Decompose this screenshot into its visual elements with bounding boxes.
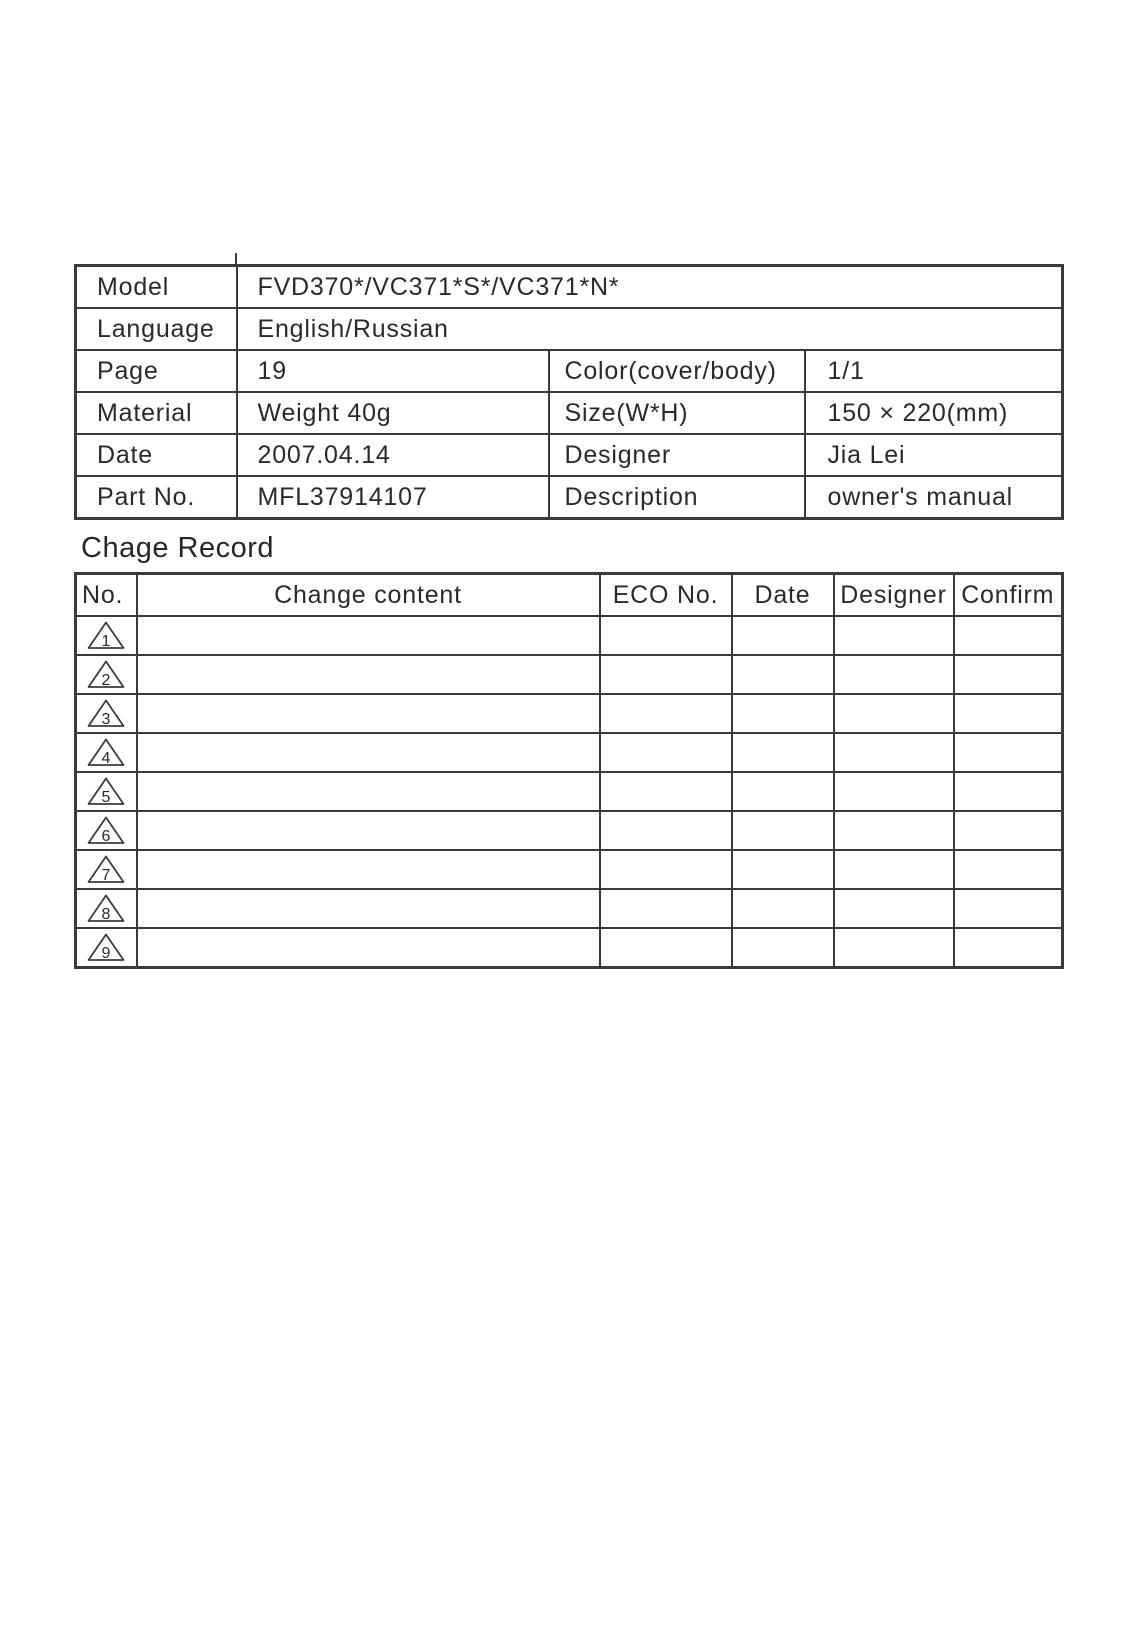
column-header-designer: Designer xyxy=(834,574,954,617)
eco-no-cell xyxy=(600,733,732,772)
spec-value-page: 19 xyxy=(237,350,549,392)
numbered-triangle-icon xyxy=(86,737,126,768)
date-cell xyxy=(732,811,834,850)
confirm-cell xyxy=(954,772,1063,811)
change-record-row xyxy=(76,694,1063,733)
spec-value-partno: MFL37914107 xyxy=(237,476,549,519)
spec-value-color: 1/1 xyxy=(805,350,1063,392)
eco-no-cell xyxy=(600,772,732,811)
spec-value-language: English/Russian xyxy=(237,308,1063,350)
revision-number-cell xyxy=(76,811,137,850)
change-record-row xyxy=(76,928,1063,968)
spec-value-model: FVD370*/VC371*S*/VC371*N* xyxy=(237,266,1063,309)
date-cell xyxy=(732,655,834,694)
date-cell xyxy=(732,850,834,889)
eco-no-cell xyxy=(600,850,732,889)
eco-no-cell xyxy=(600,655,732,694)
designer-cell xyxy=(834,616,954,655)
confirm-cell xyxy=(954,928,1063,968)
revision-number-cell xyxy=(76,772,137,811)
spec-row-page xyxy=(76,350,1063,392)
confirm-cell xyxy=(954,811,1063,850)
revision-number: 7 xyxy=(101,867,111,884)
revision-number: 2 xyxy=(101,672,111,689)
spec-row-language xyxy=(76,308,1063,350)
change-record-header-row xyxy=(76,574,1063,617)
eco-no-cell xyxy=(600,811,732,850)
numbered-triangle-icon xyxy=(86,659,126,690)
spec-row-model xyxy=(76,266,1063,309)
spec-label-partno: Part No. xyxy=(76,476,237,519)
designer-cell xyxy=(834,850,954,889)
revision-number: 6 xyxy=(101,828,111,845)
spec-value-size: 150 × 220(mm) xyxy=(805,392,1063,434)
date-cell xyxy=(732,772,834,811)
change-record-row xyxy=(76,616,1063,655)
numbered-triangle-icon xyxy=(86,893,126,924)
spec-row-partno xyxy=(76,476,1063,519)
revision-number: 9 xyxy=(101,945,111,962)
designer-cell xyxy=(834,889,954,928)
spec-label-color: Color(cover/body) xyxy=(549,350,805,392)
revision-number: 3 xyxy=(101,711,111,728)
confirm-cell xyxy=(954,850,1063,889)
designer-cell xyxy=(834,772,954,811)
revision-number: 1 xyxy=(101,633,111,650)
spec-value-description: owner's manual xyxy=(805,476,1063,519)
column-header-change-content: Change content xyxy=(137,574,600,617)
confirm-cell xyxy=(954,655,1063,694)
date-cell xyxy=(732,733,834,772)
confirm-cell xyxy=(954,616,1063,655)
change-content-cell xyxy=(137,694,600,733)
change-record-row xyxy=(76,811,1063,850)
scan-artifact-tick xyxy=(235,253,237,264)
date-cell xyxy=(732,889,834,928)
eco-no-cell xyxy=(600,889,732,928)
numbered-triangle-icon xyxy=(86,620,126,651)
change-record-heading: Chage Record xyxy=(81,532,274,564)
spec-label-material: Material xyxy=(76,392,237,434)
revision-number-cell xyxy=(76,733,137,772)
spec-label-page: Page xyxy=(76,350,237,392)
change-record-row xyxy=(76,772,1063,811)
change-content-cell xyxy=(137,772,600,811)
column-header-eco-no: ECO No. xyxy=(600,574,732,617)
eco-no-cell xyxy=(600,694,732,733)
spec-label-designer: Designer xyxy=(549,434,805,476)
confirm-cell xyxy=(954,733,1063,772)
change-record-row xyxy=(76,733,1063,772)
spec-label-description: Description xyxy=(549,476,805,519)
revision-number: 5 xyxy=(101,789,111,806)
designer-cell xyxy=(834,655,954,694)
spec-label-model: Model xyxy=(76,266,237,309)
change-content-cell xyxy=(137,889,600,928)
change-content-cell xyxy=(137,733,600,772)
change-content-cell xyxy=(137,811,600,850)
column-header-date: Date xyxy=(732,574,834,617)
revision-number-cell xyxy=(76,889,137,928)
confirm-cell xyxy=(954,694,1063,733)
revision-number-cell xyxy=(76,655,137,694)
numbered-triangle-icon xyxy=(86,854,126,885)
designer-cell xyxy=(834,733,954,772)
date-cell xyxy=(732,694,834,733)
eco-no-cell xyxy=(600,616,732,655)
change-content-cell xyxy=(137,928,600,968)
change-record-table xyxy=(74,572,1064,969)
change-record-row xyxy=(76,889,1063,928)
designer-cell xyxy=(834,694,954,733)
spec-label-size: Size(W*H) xyxy=(549,392,805,434)
eco-no-cell xyxy=(600,928,732,968)
designer-cell xyxy=(834,811,954,850)
column-header-no: No. xyxy=(76,574,137,617)
change-record-row xyxy=(76,655,1063,694)
spec-label-language: Language xyxy=(76,308,237,350)
spec-value-designer: Jia Lei xyxy=(805,434,1063,476)
revision-number-cell xyxy=(76,616,137,655)
spec-row-material xyxy=(76,392,1063,434)
revision-number-cell xyxy=(76,850,137,889)
date-cell xyxy=(732,616,834,655)
spec-row-date xyxy=(76,434,1063,476)
numbered-triangle-icon xyxy=(86,698,126,729)
revision-number-cell xyxy=(76,694,137,733)
spec-table xyxy=(74,264,1064,520)
change-content-cell xyxy=(137,850,600,889)
column-header-confirm: Confirm xyxy=(954,574,1063,617)
confirm-cell xyxy=(954,889,1063,928)
revision-number-cell xyxy=(76,928,137,968)
numbered-triangle-icon xyxy=(86,932,126,963)
revision-number: 4 xyxy=(101,750,111,767)
numbered-triangle-icon xyxy=(86,815,126,846)
spec-label-date: Date xyxy=(76,434,237,476)
change-record-row xyxy=(76,850,1063,889)
date-cell xyxy=(732,928,834,968)
change-content-cell xyxy=(137,616,600,655)
change-content-cell xyxy=(137,655,600,694)
designer-cell xyxy=(834,928,954,968)
spec-value-material: Weight 40g xyxy=(237,392,549,434)
revision-number: 8 xyxy=(101,906,111,923)
numbered-triangle-icon xyxy=(86,776,126,807)
spec-value-date: 2007.04.14 xyxy=(237,434,549,476)
